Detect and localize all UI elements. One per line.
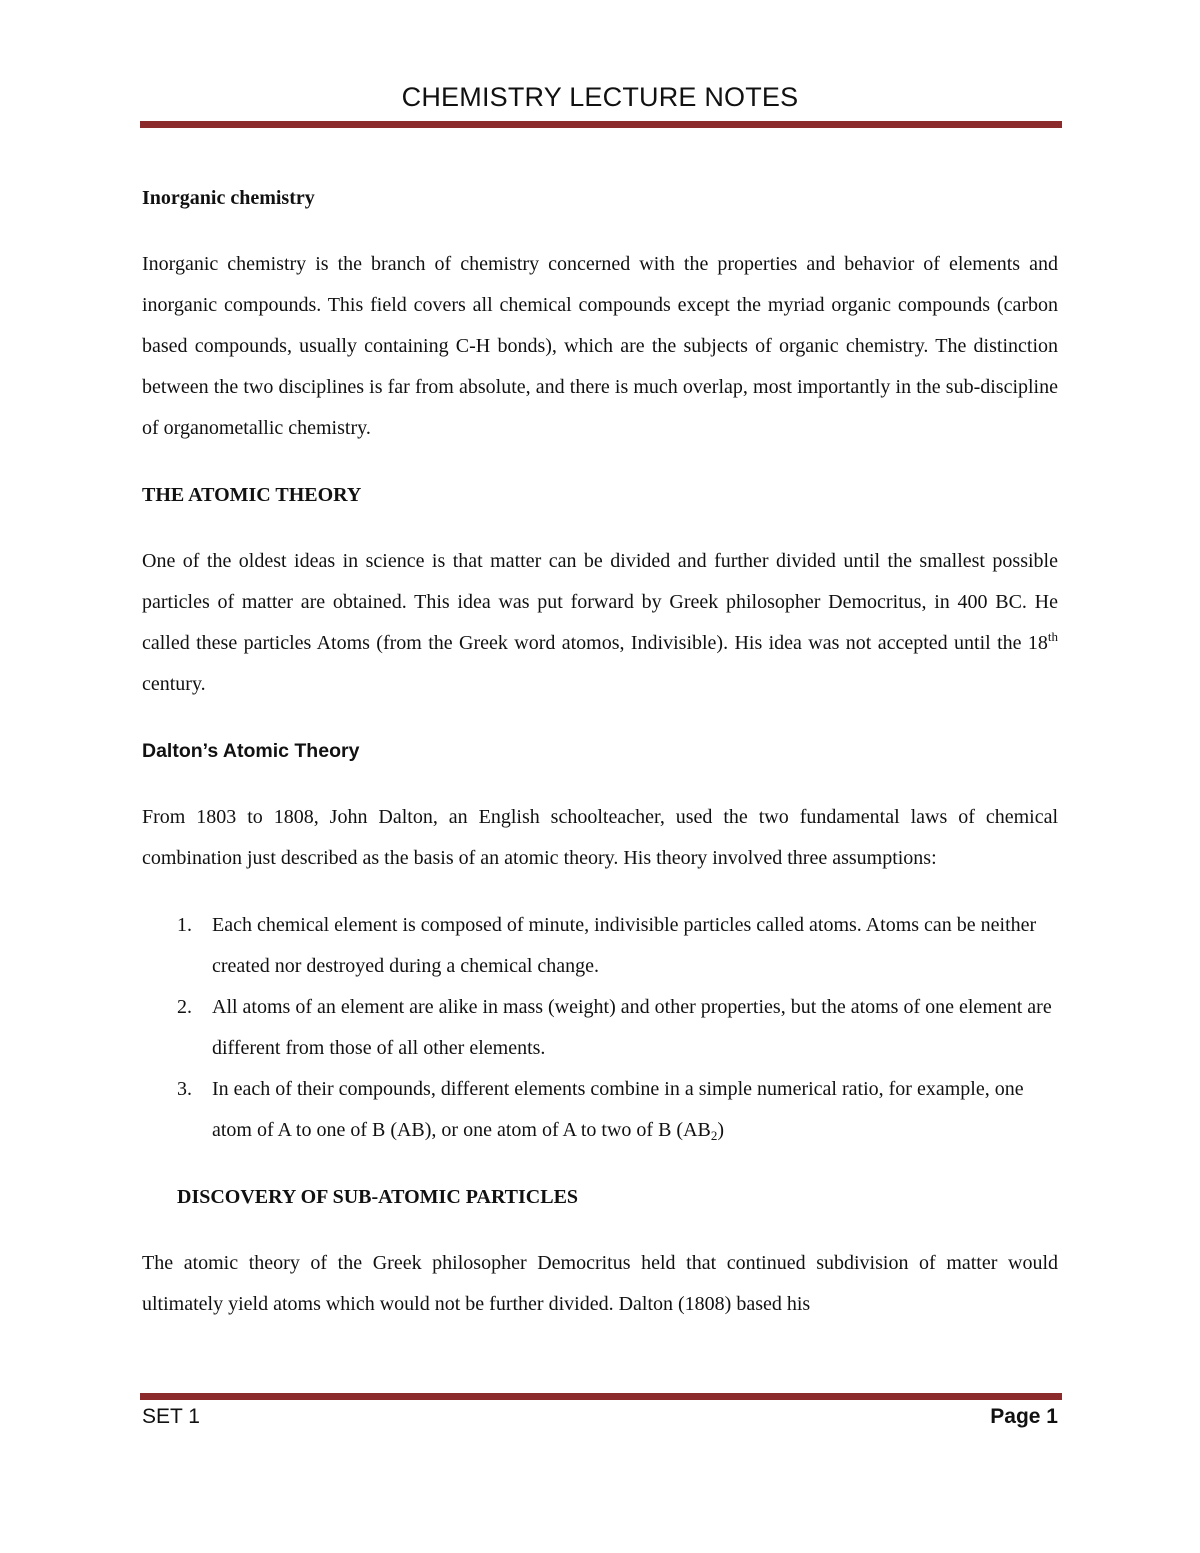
footer-rule xyxy=(140,1393,1062,1400)
list-number: 2. xyxy=(177,996,192,1018)
section-heading-subatomic: DISCOVERY OF SUB-ATOMIC PARTICLES xyxy=(177,1186,579,1208)
list-number: 3. xyxy=(177,1078,192,1100)
section-heading-dalton: Dalton’s Atomic Theory xyxy=(142,740,360,762)
list-item-text-end: ) xyxy=(717,1119,725,1141)
paragraph-inorganic: Inorganic chemistry is the branch of chemistry concerned with the properties and behavior of elements and inorganic compounds. This field covers all chemical compounds except the myriad organic compounds (carbon based compounds, usually containing C-H bonds), which are the subjects of organic chemistry. The distinction between the two disciplines is far from absolute, and there is much overlap, most importantly in the sub-discipline of organometallic chemistry. xyxy=(142,253,1058,439)
list-item-text: Each chemical element is composed of minute, indivisible particles called atoms. Atoms can be neither created nor destroyed during a chemical change. xyxy=(212,914,1037,977)
paragraph-dalton: From 1803 to 1808, John Dalton, an English schoolteacher, used the two fundamental laws of chemical combination just described as the basis of an atomic theory. His theory involved three assumptions: xyxy=(142,806,1058,869)
footer-set-label: SET 1 xyxy=(142,1405,200,1428)
atomic-theory-text-end: century. xyxy=(142,673,206,695)
list-item xyxy=(177,987,1058,1069)
document-body xyxy=(142,178,1058,1325)
list-item-text: All atoms of an element are alike in mass (weight) and other properties, but the atoms of one element are different from those of all other elements. xyxy=(212,996,1052,1059)
paragraph-subatomic: The atomic theory of the Greek philosopher Democritus held that continued subdivision of matter would ultimately yield atoms which would not be further divided. Dalton (1808) based his xyxy=(142,1252,1058,1315)
paragraph-atomic-theory xyxy=(142,541,1058,705)
list-number: 1. xyxy=(177,914,192,936)
page-title: CHEMISTRY LECTURE NOTES xyxy=(401,82,799,112)
atomic-theory-text: One of the oldest ideas in science is that matter can be divided and further divided until the smallest possible particles of matter are obtained. This idea was put forward by Greek philosopher Democritus, in 400 BC. He called these particles Atoms (from the Greek word atomos, Indivisible). His idea was not accepted until the 18 xyxy=(142,550,1058,654)
section-heading-inorganic: Inorganic chemistry xyxy=(142,187,315,209)
section-heading-atomic-theory: THE ATOMIC THEORY xyxy=(142,484,362,506)
list-item xyxy=(177,1069,1058,1151)
page-footer xyxy=(142,1405,1058,1429)
dalton-assumptions-list xyxy=(142,905,1058,1151)
list-item-text: In each of their compounds, different elements combine in a simple numerical ratio, for example, one atom of A to one of B (AB), or one atom of A to two of B (AB xyxy=(212,1078,1024,1141)
footer-page-number: Page 1 xyxy=(990,1405,1058,1428)
header-rule xyxy=(140,121,1062,128)
list-item xyxy=(177,905,1058,987)
subscript-2: 2 xyxy=(710,1128,718,1143)
superscript-th: th xyxy=(1047,629,1058,644)
